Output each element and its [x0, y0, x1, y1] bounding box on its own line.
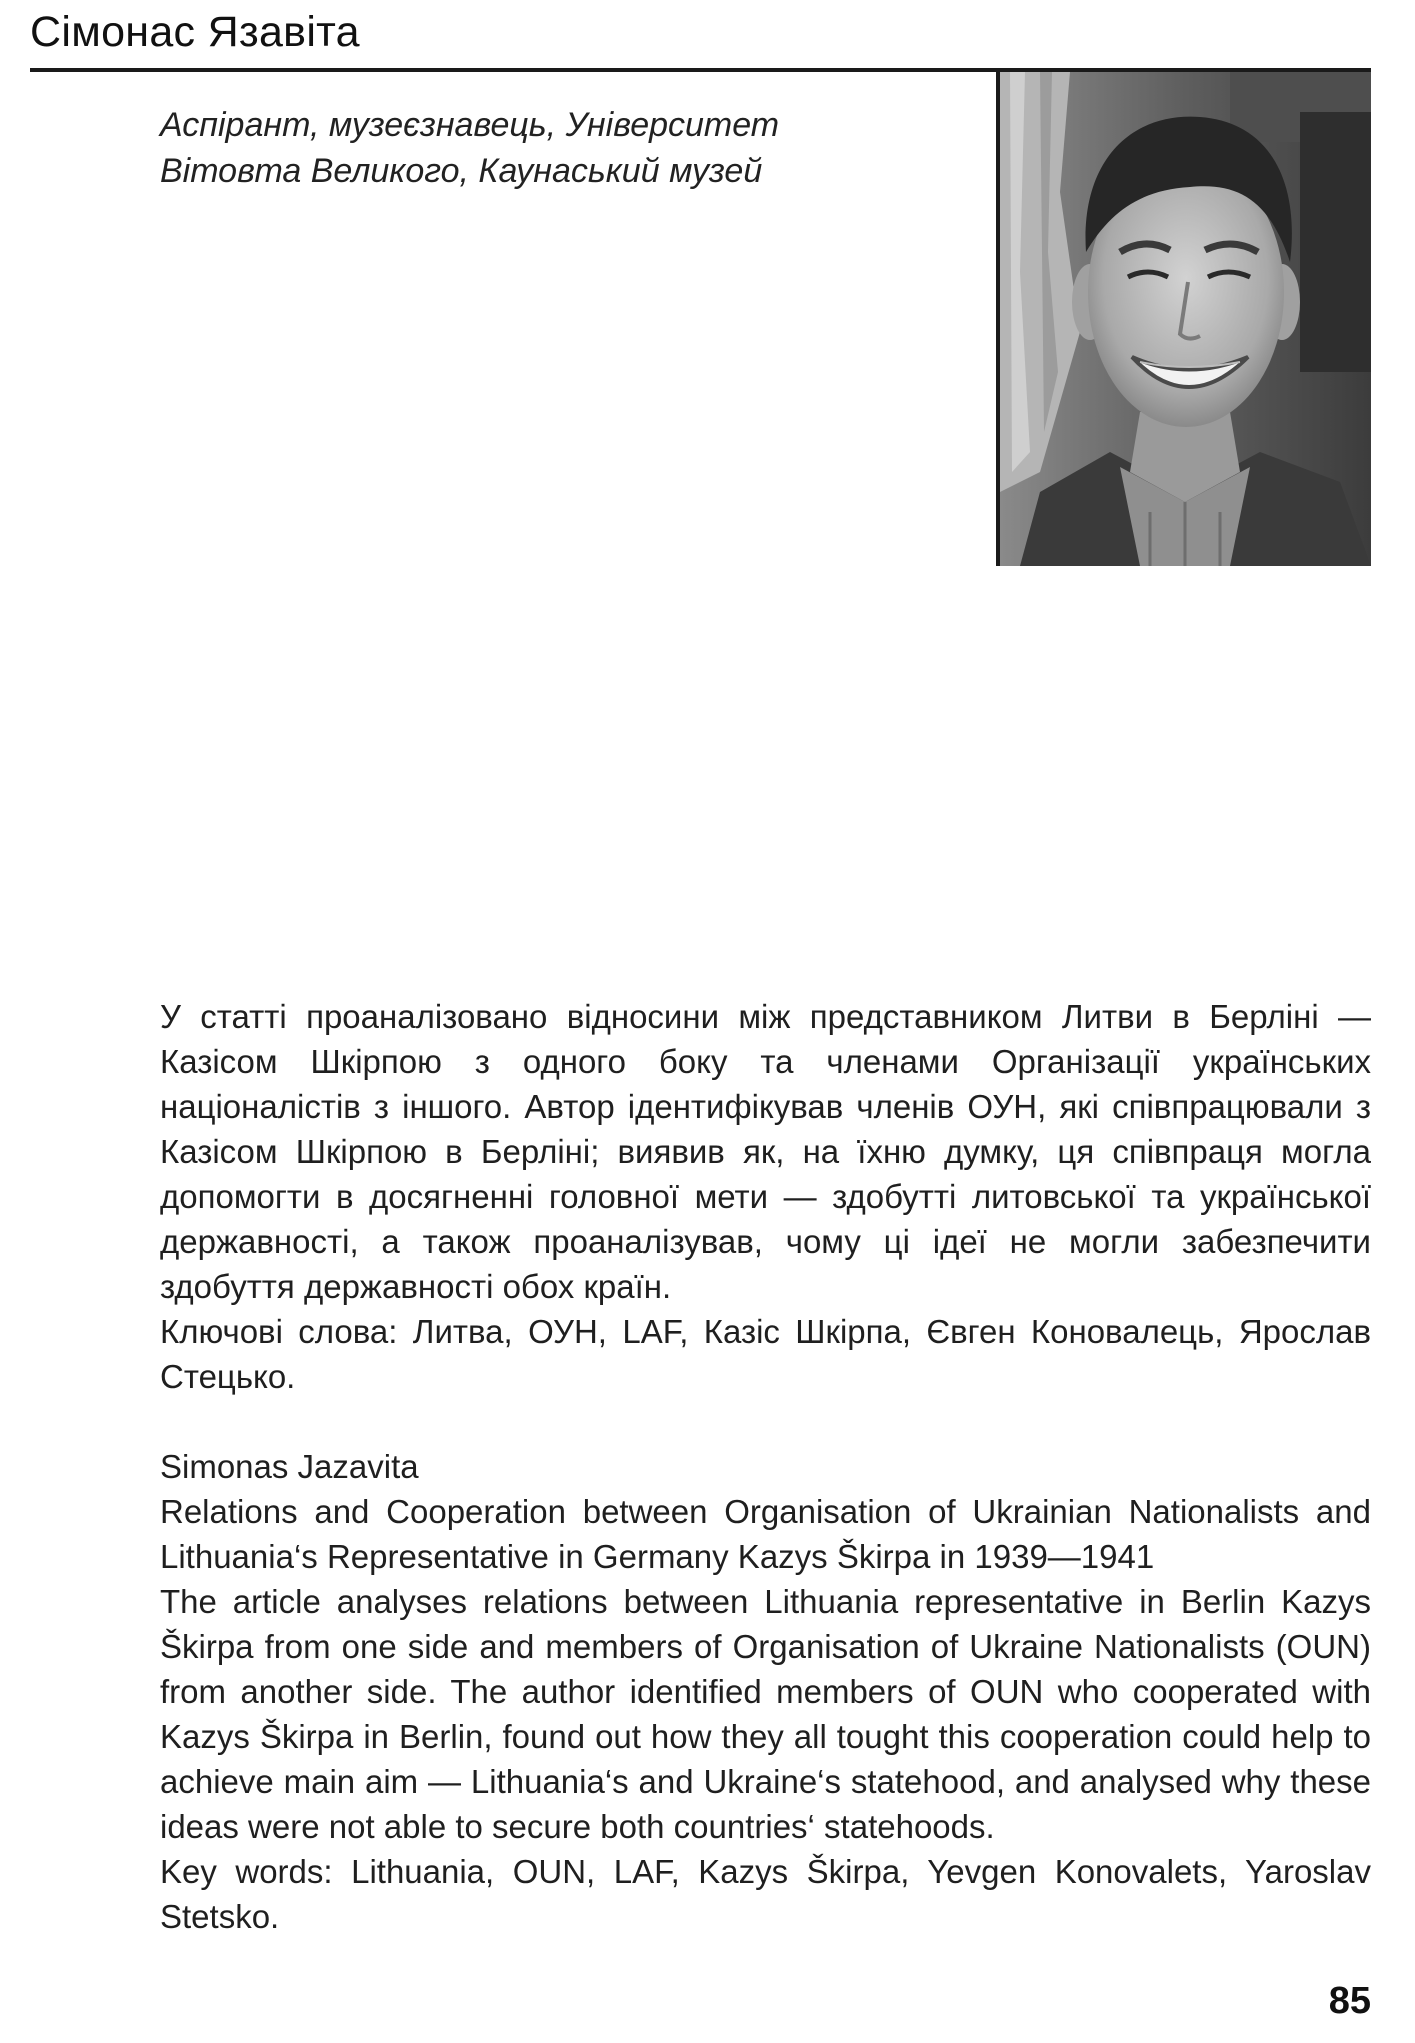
affiliation-line-2: Вітовта Великого, Каунаський музей — [160, 152, 763, 190]
keywords-ukrainian: Ключові слова: Литва, ОУН, LAF, Казіс Шкірпа, Євген Коновалець, Ярослав Стецько. — [160, 1313, 1371, 1395]
abstract-ukrainian-text: У статті проаналізовано відносини між представником Литви в Берліні — Казісом Шкірпою з одного боку та членами Організації українських націоналістів з іншого. Автор ідентифікував членів ОУН, які співпрацювали з Казісом Шкірпою в Берліні; виявив як, на їхню думку, ця співпраця могла допомогти в досягненні головної мети — здобутті литовської та української державності, а також проаналізував, чому ці ідеї не могли забезпечити здобуття державності обох країн. — [160, 998, 1371, 1305]
english-author-name: Simonas Jazavita — [160, 1448, 419, 1485]
english-article-title: Relations and Cooperation between Organisation of Ukrainian Nationalists and Lithuania‘s Representative in Germany Kazys Škirpa in 1939—1941 — [160, 1493, 1371, 1575]
abstract-english-text: The article analyses relations between Lithuania representative in Berlin Kazys Škirpa from one side and members of Organisation of Ukraine Nationalists (OUN) from another side. The author identified members of OUN who cooperated with Kazys Škirpa in Berlin, found out how they all tought this cooperation could help to achieve main aim — Lithuania‘s and Ukraine‘s statehood, and analysed why these ideas were not able to secure both countries‘ statehoods. — [160, 1583, 1371, 1845]
abstract-english — [160, 1444, 1371, 1939]
author-portrait-photo — [996, 72, 1371, 566]
keywords-english: Key words: Lithuania, OUN, LAF, Kazys Škirpa, Yevgen Konovalets, Yaroslav Stetsko. — [160, 1853, 1371, 1935]
page-number: 85 — [1328, 1980, 1371, 2022]
author-name-header: Сімонас Язавіта — [30, 8, 360, 56]
abstract-ukrainian — [160, 994, 1371, 1399]
author-affiliation — [160, 102, 860, 194]
affiliation-line-1: Аспірант, музеєзнавець, Університет — [160, 106, 780, 144]
